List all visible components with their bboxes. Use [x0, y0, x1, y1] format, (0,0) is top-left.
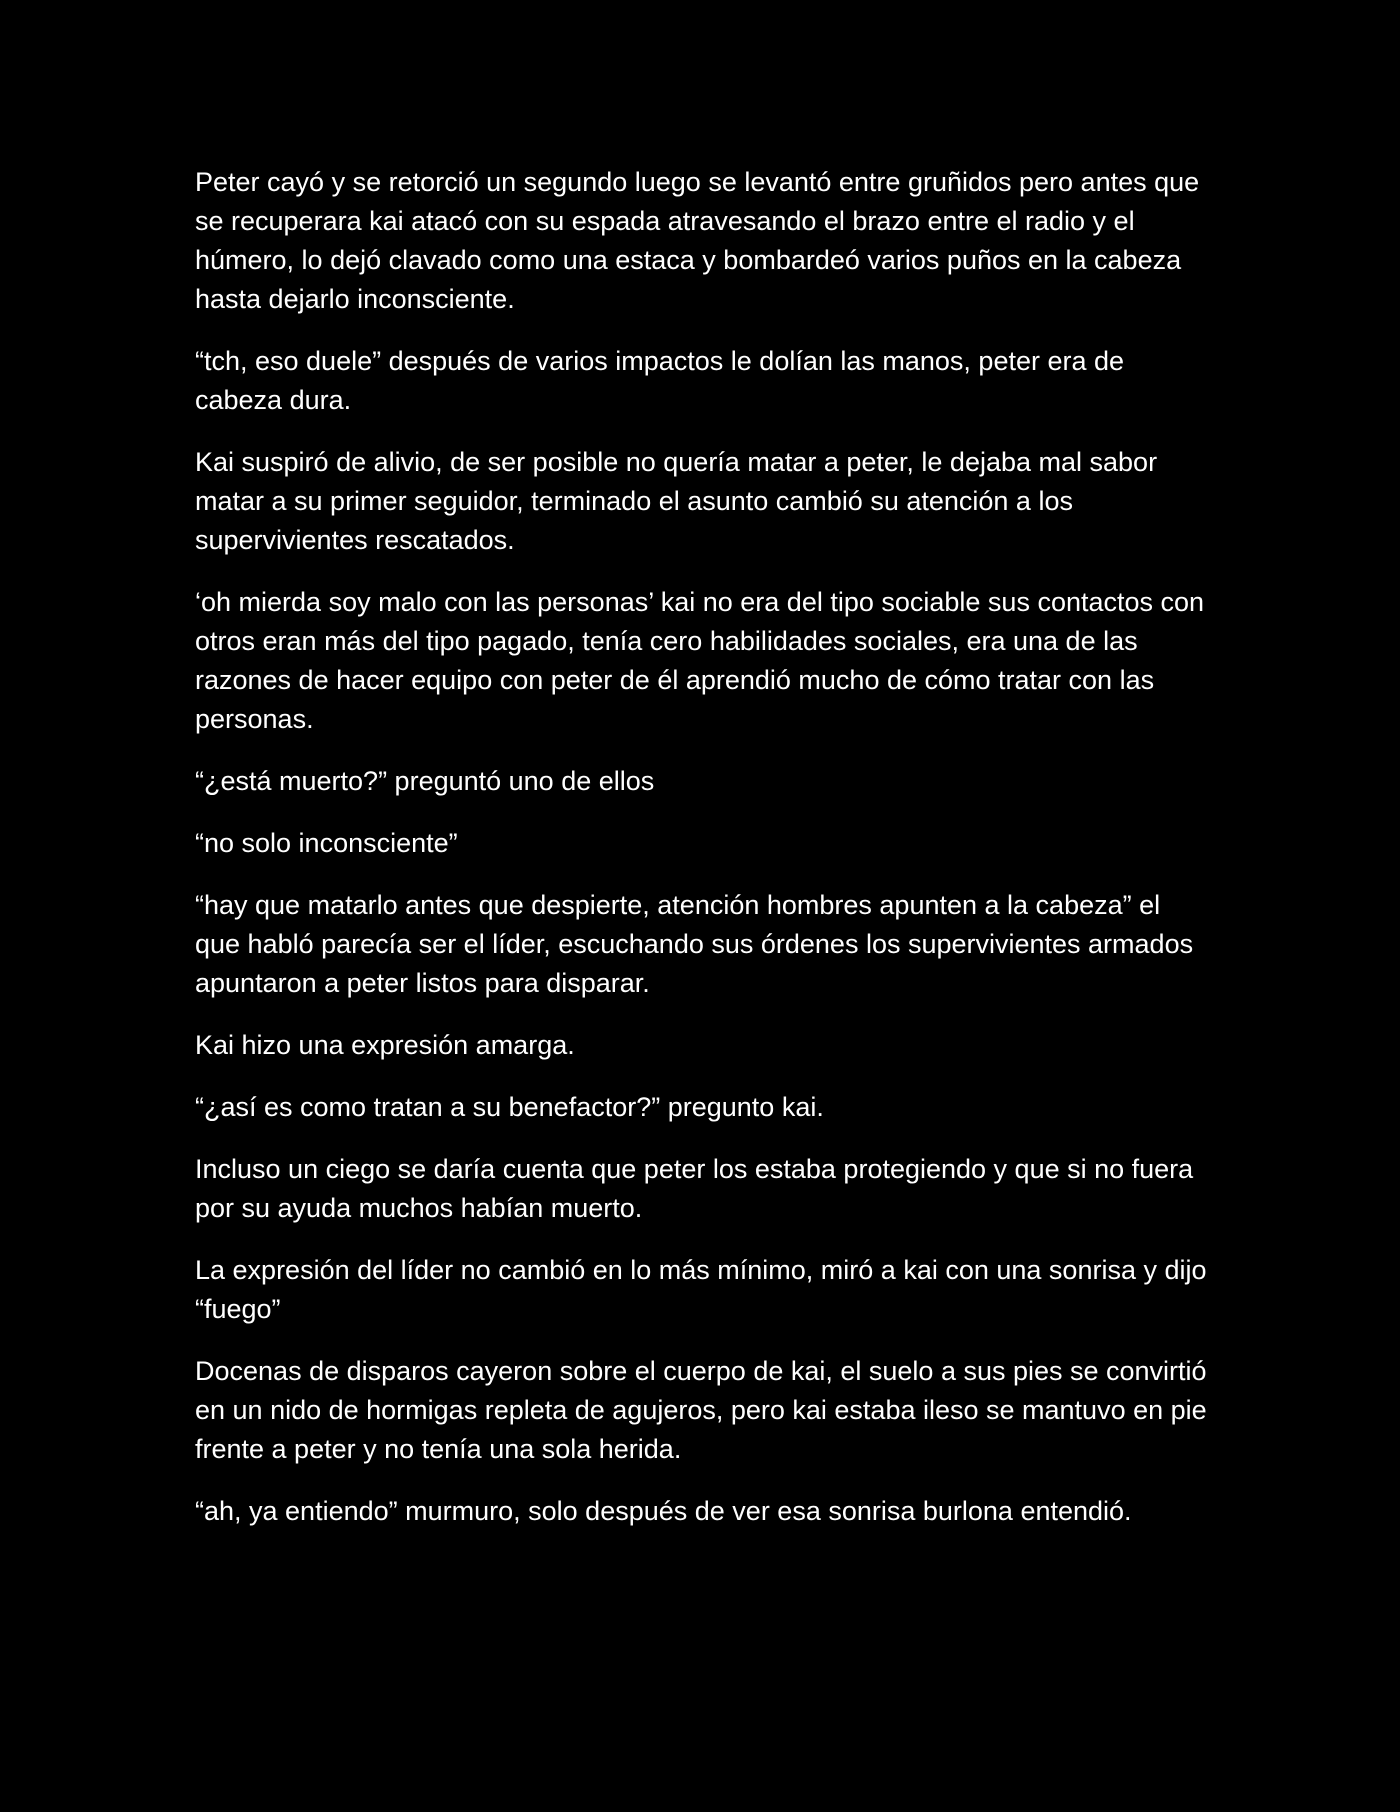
- paragraph-10: Incluso un ciego se daría cuenta que peter los estaba protegiendo y que si no fuera por su ayuda muchos habían muerto.: [195, 1154, 1194, 1223]
- paragraph-4: ‘oh mierda soy malo con las personas’ kai no era del tipo sociable sus contactos con otros eran más del tipo pagado, tenía cero habilidades sociales, era una de las razones de hacer equipo con peter de él aprendió mucho de cómo tratar con las personas.: [195, 587, 1205, 734]
- paragraph-9: “¿así es como tratan a su benefactor?” pregunto kai.: [195, 1092, 824, 1122]
- paragraph-5: “¿está muerto?” preguntó uno de ellos: [195, 766, 655, 796]
- paragraph-6: “no solo inconsciente”: [195, 828, 458, 858]
- paragraph-7: “hay que matarlo antes que despierte, atención hombres apunten a la cabeza” el que habló parecía ser el líder, escuchando sus órdenes los supervivientes armados apuntaron a peter listos para disparar.: [195, 890, 1194, 998]
- paragraph-13: “ah, ya entiendo” murmuro, solo después de ver esa sonrisa burlona entendió.: [195, 1496, 1132, 1526]
- paragraph-2: “tch, eso duele” después de varios impactos le dolían las manos, peter era de cabeza dura.: [195, 346, 1125, 415]
- paragraph-3: Kai suspiró de alivio, de ser posible no quería matar a peter, le dejaba mal sabor matar a su primer seguidor, terminado el asunto cambió su atención a los supervivientes rescatados.: [195, 447, 1158, 555]
- paragraph-1: Peter cayó y se retorció un segundo luego se levantó entre gruñidos pero antes que se recuperara kai atacó con su espada atravesando el brazo entre el radio y el húmero, lo dejó clavado como una estaca y bombardeó varios puños en la cabeza hasta dejarlo inconsciente.: [195, 167, 1200, 314]
- paragraph-12: Docenas de disparos cayeron sobre el cuerpo de kai, el suelo a sus pies se convirtió en un nido de hormigas repleta de agujeros, pero kai estaba ileso se mantuvo en pie frente a peter y no tenía una sola herida.: [195, 1356, 1207, 1464]
- paragraph-11: La expresión del líder no cambió en lo más mínimo, miró a kai con una sonrisa y dijo “fuego”: [195, 1255, 1207, 1324]
- paragraph-8: Kai hizo una expresión amarga.: [195, 1030, 575, 1060]
- document-body: [195, 163, 1210, 1554]
